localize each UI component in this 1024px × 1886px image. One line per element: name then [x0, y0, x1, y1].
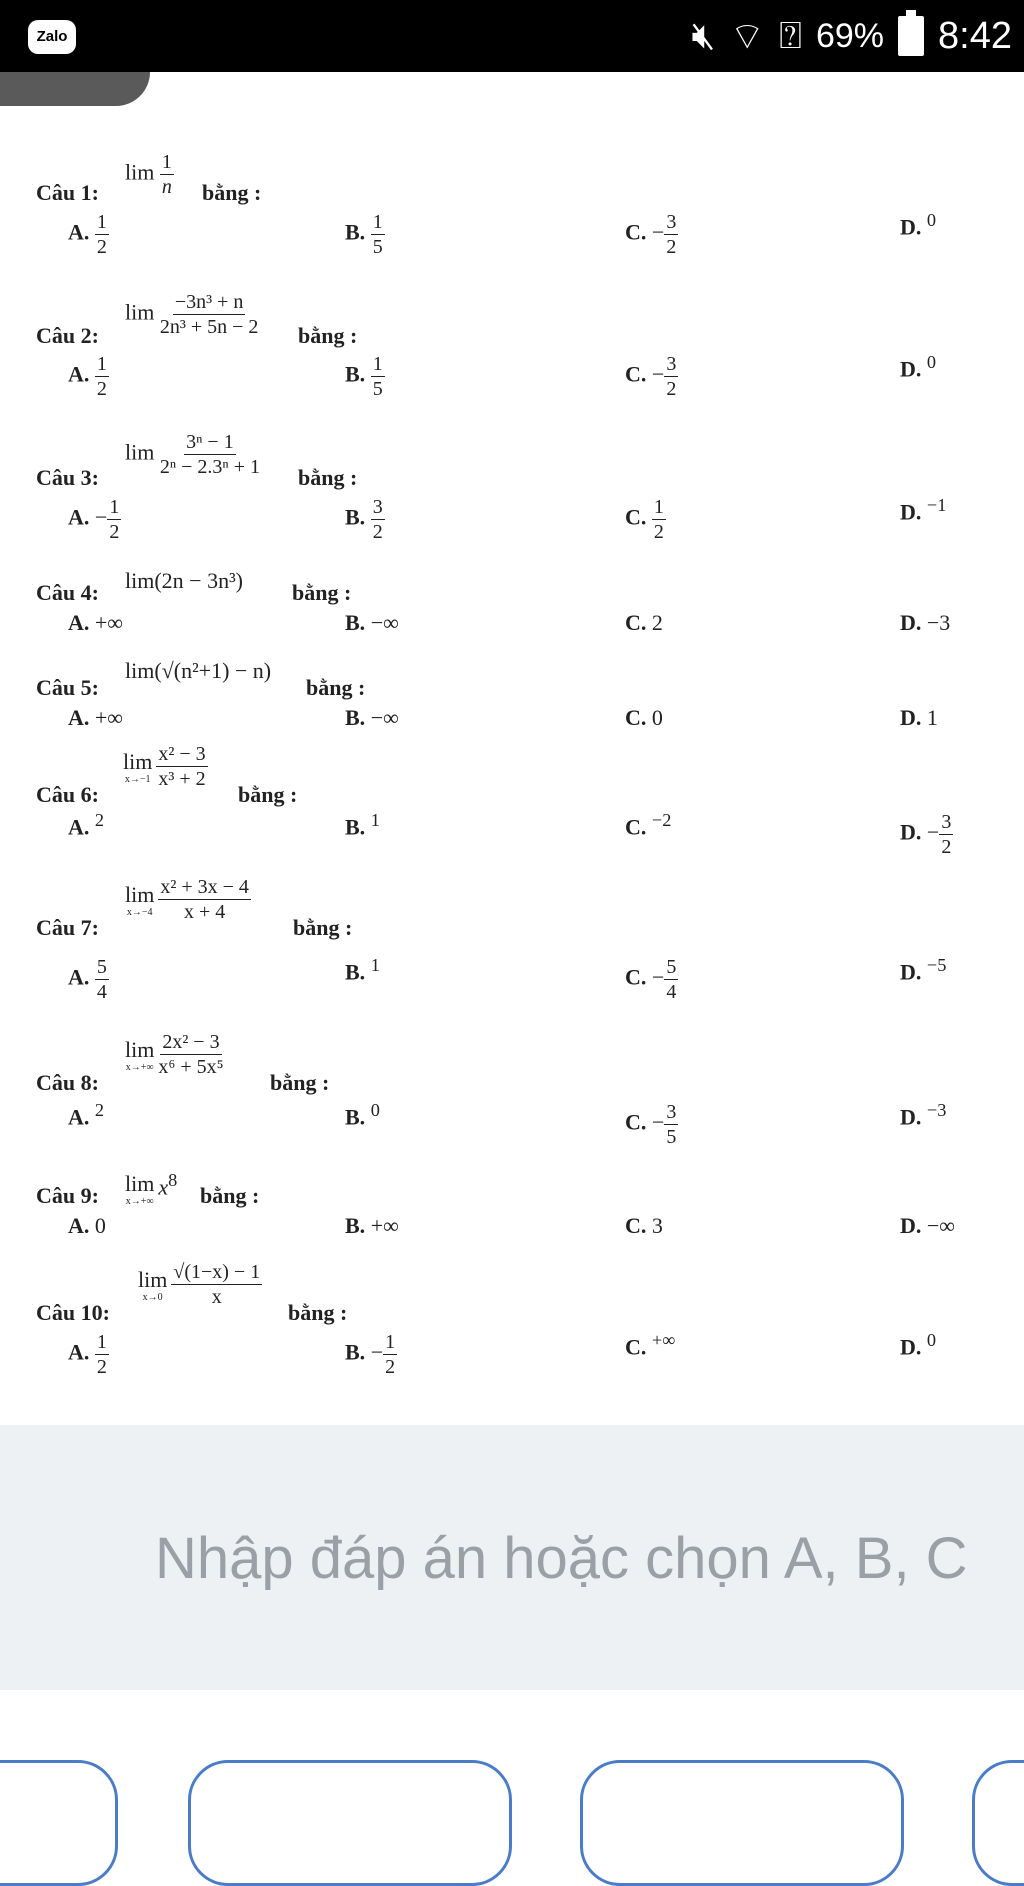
question-9-suffix: bằng : — [200, 1183, 260, 1208]
clock: 8:42 — [938, 14, 1012, 57]
question-9-label: Câu 9: — [36, 1183, 99, 1208]
choice-button-2[interactable] — [188, 1760, 512, 1886]
mute-icon: 🔇︎ — [691, 14, 716, 57]
question-5-suffix: bằng : — [306, 675, 366, 700]
q9-option-d: D. −∞ — [900, 1213, 955, 1238]
question-6-label: Câu 6: — [36, 782, 99, 807]
question-10-suffix: bằng : — [288, 1300, 348, 1325]
q6-option-a: A. $^2$ — [68, 810, 105, 840]
answer-input-area[interactable] — [0, 1425, 1024, 1690]
q2-option-c: C. − $\frac{3}{2}$ — [625, 353, 677, 400]
q6-option-b: B. $^1$ — [345, 810, 380, 840]
question-3-expression: lim $\frac{\text{3ⁿ − 1}}{\text{2ⁿ − 2.3ⁿ + 1}}$ — [125, 431, 260, 478]
header-corner — [0, 72, 150, 106]
question-7-label: Câu 7: — [36, 915, 99, 940]
choice-button-4[interactable] — [972, 1760, 1024, 1886]
choice-button-1[interactable] — [0, 1760, 118, 1886]
question-5-label: Câu 5: — [36, 675, 99, 700]
question-4-suffix: bằng : — [292, 580, 352, 605]
question-4-label: Câu 4: — [36, 580, 99, 605]
q10-option-c: C. +∞ — [625, 1330, 676, 1360]
question-1-suffix: bằng : — [202, 180, 262, 205]
q2-option-a: A. $\frac{1}{2}$ — [68, 353, 107, 400]
question-2-expression: lim $\frac{\text{−3n³ + n}}{\text{2n³ + 5n − 2}}$ — [125, 291, 259, 338]
q7-option-c: C. − $\frac{5}{4}$ — [625, 956, 677, 1003]
question-1-expression: lim $\frac{1}{n}$ — [125, 151, 172, 198]
question-6-expression: lim x→−1 $\frac{\text{x² − 3}}{\text{x³ + 2}}$ — [123, 743, 206, 790]
q3-option-a: A. − $\frac{1}{2}$ — [68, 496, 120, 543]
q4-option-d: D. −3 — [900, 610, 951, 635]
question-5-expression: lim(√(n²+1) − n) — [125, 658, 272, 683]
question-4-expression: lim(2n − 3n³) — [125, 568, 243, 593]
q1-option-a: A. $\frac{1}{2}$ — [68, 211, 107, 258]
q10-option-a: A. $\frac{1}{2}$ — [68, 1331, 107, 1378]
q7-option-d: D. $^{-5}$ — [900, 955, 947, 985]
q4-option-b: B. −∞ — [345, 610, 399, 635]
answer-input-placeholder[interactable]: Nhập đáp án hoặc chọn A, B, C — [155, 1526, 968, 1591]
q2-option-b: B. $\frac{1}{5}$ — [345, 353, 383, 400]
question-6-suffix: bằng : — [238, 782, 298, 807]
question-3-label: Câu 3: — [36, 465, 99, 490]
question-sheet — [0, 110, 1024, 1410]
question-7-suffix: bằng : — [293, 915, 353, 940]
no-sim-icon: ⍰ — [779, 14, 802, 57]
q5-option-a: A. +∞ — [68, 705, 123, 730]
q8-option-c: C. − $\frac{3}{5}$ — [625, 1101, 677, 1148]
q9-option-a: A. 0 — [68, 1213, 106, 1238]
q5-option-b: B. −∞ — [345, 705, 399, 730]
q9-option-c: C. 3 — [625, 1213, 663, 1238]
question-8-suffix: bằng : — [270, 1070, 330, 1095]
q1-option-c: C. − $\frac{3}{2}$ — [625, 211, 677, 258]
q4-option-c: C. 2 — [625, 610, 663, 635]
q3-option-d: D. $^{-1}$ — [900, 495, 947, 525]
q5-option-d: D. 1 — [900, 705, 938, 730]
q1-option-d: D. $^0$ — [900, 210, 937, 240]
q7-option-b: B. $^1$ — [345, 955, 380, 985]
question-9-expression: lim x→+∞ $x^8$ — [125, 1170, 178, 1208]
q3-option-c: C. $\frac{1}{2}$ — [625, 496, 664, 543]
question-1-label: Câu 1: — [36, 180, 99, 205]
wifi-icon: ⌔ — [729, 16, 766, 58]
question-8-expression: lim x→+∞ $\frac{\text{2x² − 3}}{\text{x⁶ + 5x⁵}}$ — [125, 1031, 224, 1078]
question-8-label: Câu 8: — [36, 1070, 99, 1095]
q8-option-d: D. $^{-3}$ — [900, 1100, 947, 1130]
q8-option-a: A. $^2$ — [68, 1100, 105, 1130]
q10-option-d: D. $^0$ — [900, 1330, 937, 1360]
q8-option-b: B. $^0$ — [345, 1100, 380, 1130]
question-7-expression: lim x→−4 $\frac{\text{x² + 3x − 4}}{x + 4}$ — [125, 876, 249, 923]
q10-option-b: B. − $\frac{1}{2}$ — [345, 1331, 396, 1378]
question-10-expression: lim x→0 $\frac{√(1-x) - 1}{x}$ — [138, 1261, 261, 1308]
q6-option-d: D. − $\frac{3}{2}$ — [900, 811, 952, 858]
q9-option-b: B. +∞ — [345, 1213, 399, 1238]
battery-percent: 69% — [815, 16, 885, 55]
question-10-label: Câu 10: — [36, 1300, 110, 1325]
q6-option-c: C. $^{-2}$ — [625, 810, 672, 840]
choice-button-3[interactable] — [580, 1760, 904, 1886]
status-icons — [691, 0, 1012, 72]
question-3-suffix: bằng : — [298, 465, 358, 490]
q4-option-a: A. +∞ — [68, 610, 123, 635]
q3-option-b: B. $\frac{3}{2}$ — [345, 496, 383, 543]
battery-icon — [898, 16, 924, 56]
zalo-app-icon: Zalo — [28, 20, 76, 54]
q5-option-c: C. 0 — [625, 705, 663, 730]
status-bar — [0, 0, 1024, 72]
question-2-label: Câu 2: — [36, 323, 99, 348]
q2-option-d: D. $^0$ — [900, 352, 937, 382]
q7-option-a: A. $\frac{5}{4}$ — [68, 956, 107, 1003]
q1-option-b: B. $\frac{1}{5}$ — [345, 211, 383, 258]
question-2-suffix: bằng : — [298, 323, 358, 348]
